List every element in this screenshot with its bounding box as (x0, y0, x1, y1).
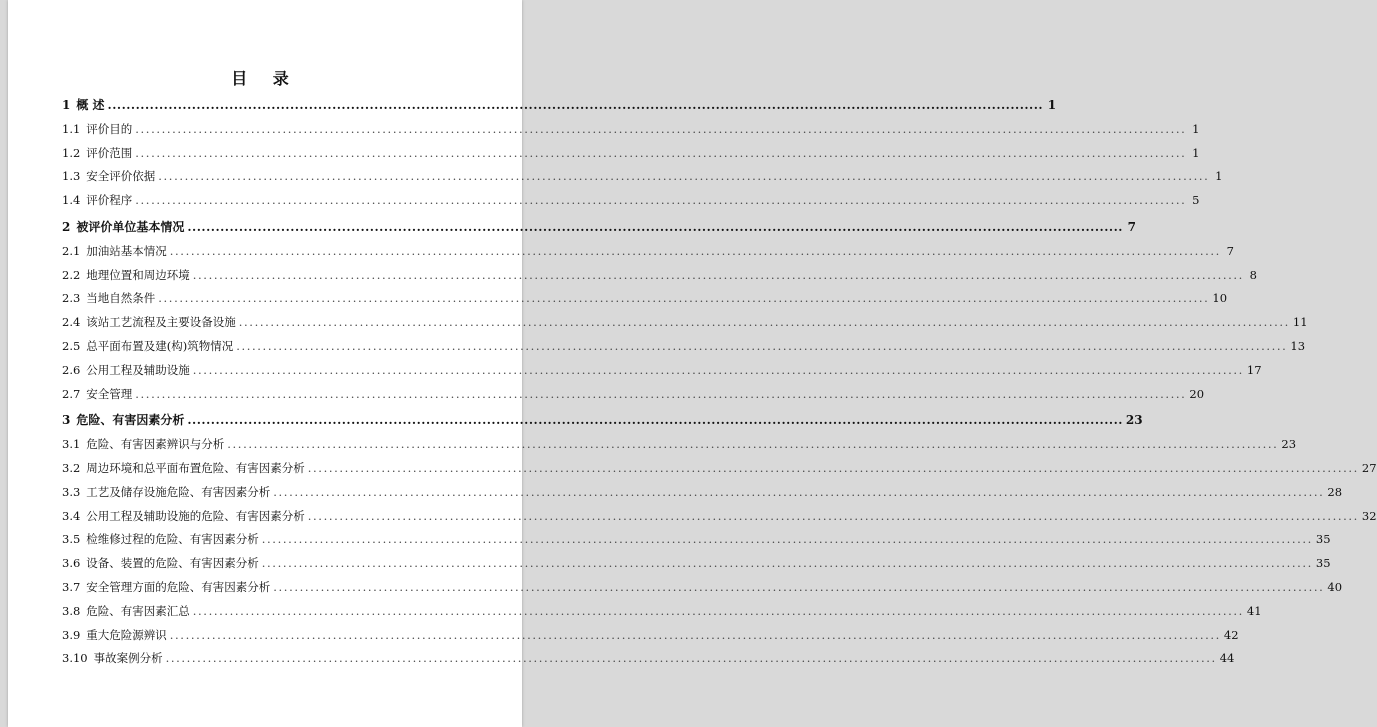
toc-entry-number: 3 (62, 413, 71, 428)
toc-dot-leader: ........................................................................................................................................................................................................ (261, 556, 1313, 571)
toc-entry-number: 1.4 (62, 193, 81, 208)
toc-section-row[interactable] (62, 481, 1343, 505)
toc-entry-page: 7 (1127, 219, 1136, 234)
toc-entry-title: 评价范围 (86, 145, 133, 160)
toc-entry-title: 工艺及储存设施危险、有害因素分析 (86, 484, 271, 499)
toc-entry-title: 评价程序 (86, 193, 133, 208)
toc-entry-number: 2.6 (62, 362, 81, 377)
document-page (8, 0, 1377, 727)
toc-entry-title: 危险、有害因素辨识与分析 (86, 437, 225, 452)
toc-dot-leader: ........................................................................................................................................................................................................ (238, 315, 1290, 330)
toc-entry-title: 当地自然条件 (86, 291, 156, 306)
toc-entry-title: 公用工程及辅助设施的危险、有害因素分析 (86, 508, 305, 523)
toc-dot-leader: ........................................................................................................................................................................................................ (273, 579, 1325, 594)
toc-entry-page: 35 (1315, 556, 1331, 571)
toc-section-row[interactable] (62, 287, 1228, 311)
toc-dot-leader: ........................................................................................................................................................................................................ (158, 169, 1210, 184)
toc-entry-title: 重大危险源辨识 (86, 627, 167, 642)
toc-entry-title: 被评价单位基本情况 (76, 219, 185, 234)
toc-entry-title: 安全评价依据 (86, 169, 156, 184)
toc-entry-number: 2.1 (62, 243, 81, 258)
toc-entry-number: 3.9 (62, 627, 81, 642)
toc-dot-leader: ........................................................................................................................................................................................................ (307, 508, 1359, 523)
toc-dot-leader: ........................................................................................................................................................................................................ (187, 219, 1123, 234)
toc-dot-leader: ........................................................................................................................................................................................................ (261, 532, 1313, 547)
toc-section-row[interactable] (62, 647, 1235, 671)
toc-entry-number: 3.6 (62, 556, 81, 571)
toc-dot-leader: ........................................................................................................................................................................................................ (158, 291, 1210, 306)
toc-entry-title: 安全管理方面的危险、有害因素分析 (86, 579, 271, 594)
toc-section-row[interactable] (62, 311, 1308, 335)
toc-entry-number: 3.3 (62, 484, 81, 499)
toc-entry-page: 1 (1215, 169, 1223, 184)
toc-entry-page: 1 (1192, 121, 1200, 136)
toc-dot-leader: ........................................................................................................................................................................................................ (273, 484, 1325, 499)
toc-dot-leader: ........................................................................................................................................................................................................ (169, 627, 1221, 642)
toc-entry-number: 3.2 (62, 460, 81, 475)
toc-dot-leader: ........................................................................................................................................................................................................ (307, 460, 1359, 475)
toc-entry-number: 3.7 (62, 579, 81, 594)
toc-entry-title: 危险、有害因素汇总 (86, 603, 190, 618)
toc-dot-leader: ........................................................................................................................................................................................................ (165, 651, 1217, 666)
toc-section-row[interactable] (62, 189, 1200, 213)
toc-entry-page: 11 (1292, 315, 1308, 330)
toc-entry-number: 2.5 (62, 338, 81, 353)
toc-dot-leader: ........................................................................................................................................................................................................ (192, 362, 1244, 377)
toc-dot-leader: ........................................................................................................................................................................................................ (135, 121, 1187, 136)
toc-entry-number: 2.7 (62, 386, 81, 401)
toc-section-row[interactable] (62, 433, 1297, 457)
toc-entry-title: 加油站基本情况 (86, 243, 167, 258)
toc-entry-page: 17 (1246, 362, 1262, 377)
toc-entry-number: 1.1 (62, 121, 81, 136)
toc-entry-page: 7 (1226, 243, 1234, 258)
toc-dot-leader: ........................................................................................................................................................................................................ (192, 267, 1244, 282)
toc-entry-number: 3.1 (62, 437, 81, 452)
toc-title: 目 录 (231, 69, 299, 88)
toc-entry-title: 周边环境和总平面布置危险、有害因素分析 (86, 460, 305, 475)
toc-dot-leader: ........................................................................................................................................................................................................ (227, 437, 1279, 452)
toc-chapter-row[interactable] (62, 94, 1057, 118)
toc-entry-page: 42 (1223, 627, 1239, 642)
toc-section-row[interactable] (62, 576, 1343, 600)
toc-entry-title: 安全管理 (86, 386, 133, 401)
toc-entry-number: 2.2 (62, 267, 81, 282)
toc-section-row[interactable] (62, 118, 1200, 142)
toc-entry-title: 概 述 (76, 98, 105, 112)
toc-entry-page: 27 (1361, 460, 1377, 475)
toc-entry-title: 评价目的 (86, 121, 133, 136)
toc-entry-page: 40 (1327, 579, 1343, 594)
toc-entry-page: 28 (1327, 484, 1343, 499)
toc-entry-title: 该站工艺流程及主要设备设施 (86, 315, 236, 330)
toc-list (62, 94, 1377, 671)
toc-dot-leader: ........................................................................................................................................................................................................ (236, 338, 1288, 353)
toc-entry-page: 44 (1219, 651, 1235, 666)
toc-section-row[interactable] (62, 359, 1262, 383)
toc-entry-title: 设备、装置的危险、有害因素分析 (86, 556, 259, 571)
toc-section-row[interactable] (62, 505, 1377, 529)
toc-entry-number: 2.4 (62, 315, 81, 330)
toc-dot-leader: ........................................................................................................................................................................................................ (187, 413, 1123, 428)
toc-dot-leader: ........................................................................................................................................................................................................ (169, 243, 1221, 258)
toc-entry-number: 2.3 (62, 291, 81, 306)
toc-entry-page: 10 (1212, 291, 1228, 306)
toc-chapter-row[interactable] (62, 409, 1143, 433)
toc-section-row[interactable] (62, 335, 1306, 359)
toc-section-row[interactable] (62, 528, 1331, 552)
toc-entry-number: 3.5 (62, 532, 81, 547)
toc-section-row[interactable] (62, 383, 1205, 407)
toc-entry-title: 总平面布置及建(构)筑物情况 (86, 338, 234, 353)
toc-entry-page: 1 (1192, 145, 1200, 160)
toc-entry-page: 32 (1361, 508, 1377, 523)
toc-entry-page: 1 (1047, 98, 1057, 112)
toc-entry-number: 1 (62, 98, 71, 112)
toc-entry-title: 公用工程及辅助设施 (86, 362, 190, 377)
toc-section-row[interactable] (62, 240, 1234, 264)
toc-entry-title: 地理位置和周边环境 (86, 267, 190, 282)
toc-entry-number: 3.4 (62, 508, 81, 523)
toc-section-row[interactable] (62, 600, 1262, 624)
toc-entry-title: 检维修过程的危险、有害因素分析 (86, 532, 259, 547)
toc-entry-page: 8 (1249, 267, 1257, 282)
toc-dot-leader: ........................................................................................................................................................................................................ (192, 603, 1244, 618)
toc-entry-page: 41 (1246, 603, 1262, 618)
toc-section-row[interactable] (62, 142, 1200, 166)
toc-dot-leader: ........................................................................................................................................................................................................ (107, 98, 1044, 112)
toc-section-row[interactable] (62, 624, 1239, 648)
toc-entry-page: 13 (1290, 338, 1306, 353)
toc-chapter-row[interactable] (62, 216, 1136, 240)
toc-dot-leader: ........................................................................................................................................................................................................ (135, 193, 1187, 208)
toc-entry-page: 35 (1315, 532, 1331, 547)
toc-dot-leader: ........................................................................................................................................................................................................ (135, 386, 1187, 401)
toc-entry-page: 5 (1192, 193, 1200, 208)
toc-dot-leader: ........................................................................................................................................................................................................ (135, 145, 1187, 160)
toc-section-row[interactable] (62, 457, 1377, 481)
toc-section-row[interactable] (62, 264, 1257, 288)
toc-entry-title: 事故案例分析 (93, 651, 163, 666)
toc-entry-number: 1.2 (62, 145, 81, 160)
toc-entry-number: 3.10 (62, 651, 88, 666)
toc-entry-number: 2 (62, 219, 71, 234)
toc-entry-page: 20 (1189, 386, 1205, 401)
toc-section-row[interactable] (62, 165, 1223, 189)
toc-entry-page: 23 (1125, 413, 1143, 428)
toc-section-row[interactable] (62, 552, 1331, 576)
toc-entry-number: 1.3 (62, 169, 81, 184)
toc-entry-number: 3.8 (62, 603, 81, 618)
toc-entry-page: 23 (1281, 437, 1297, 452)
toc-entry-title: 危险、有害因素分析 (76, 413, 185, 428)
